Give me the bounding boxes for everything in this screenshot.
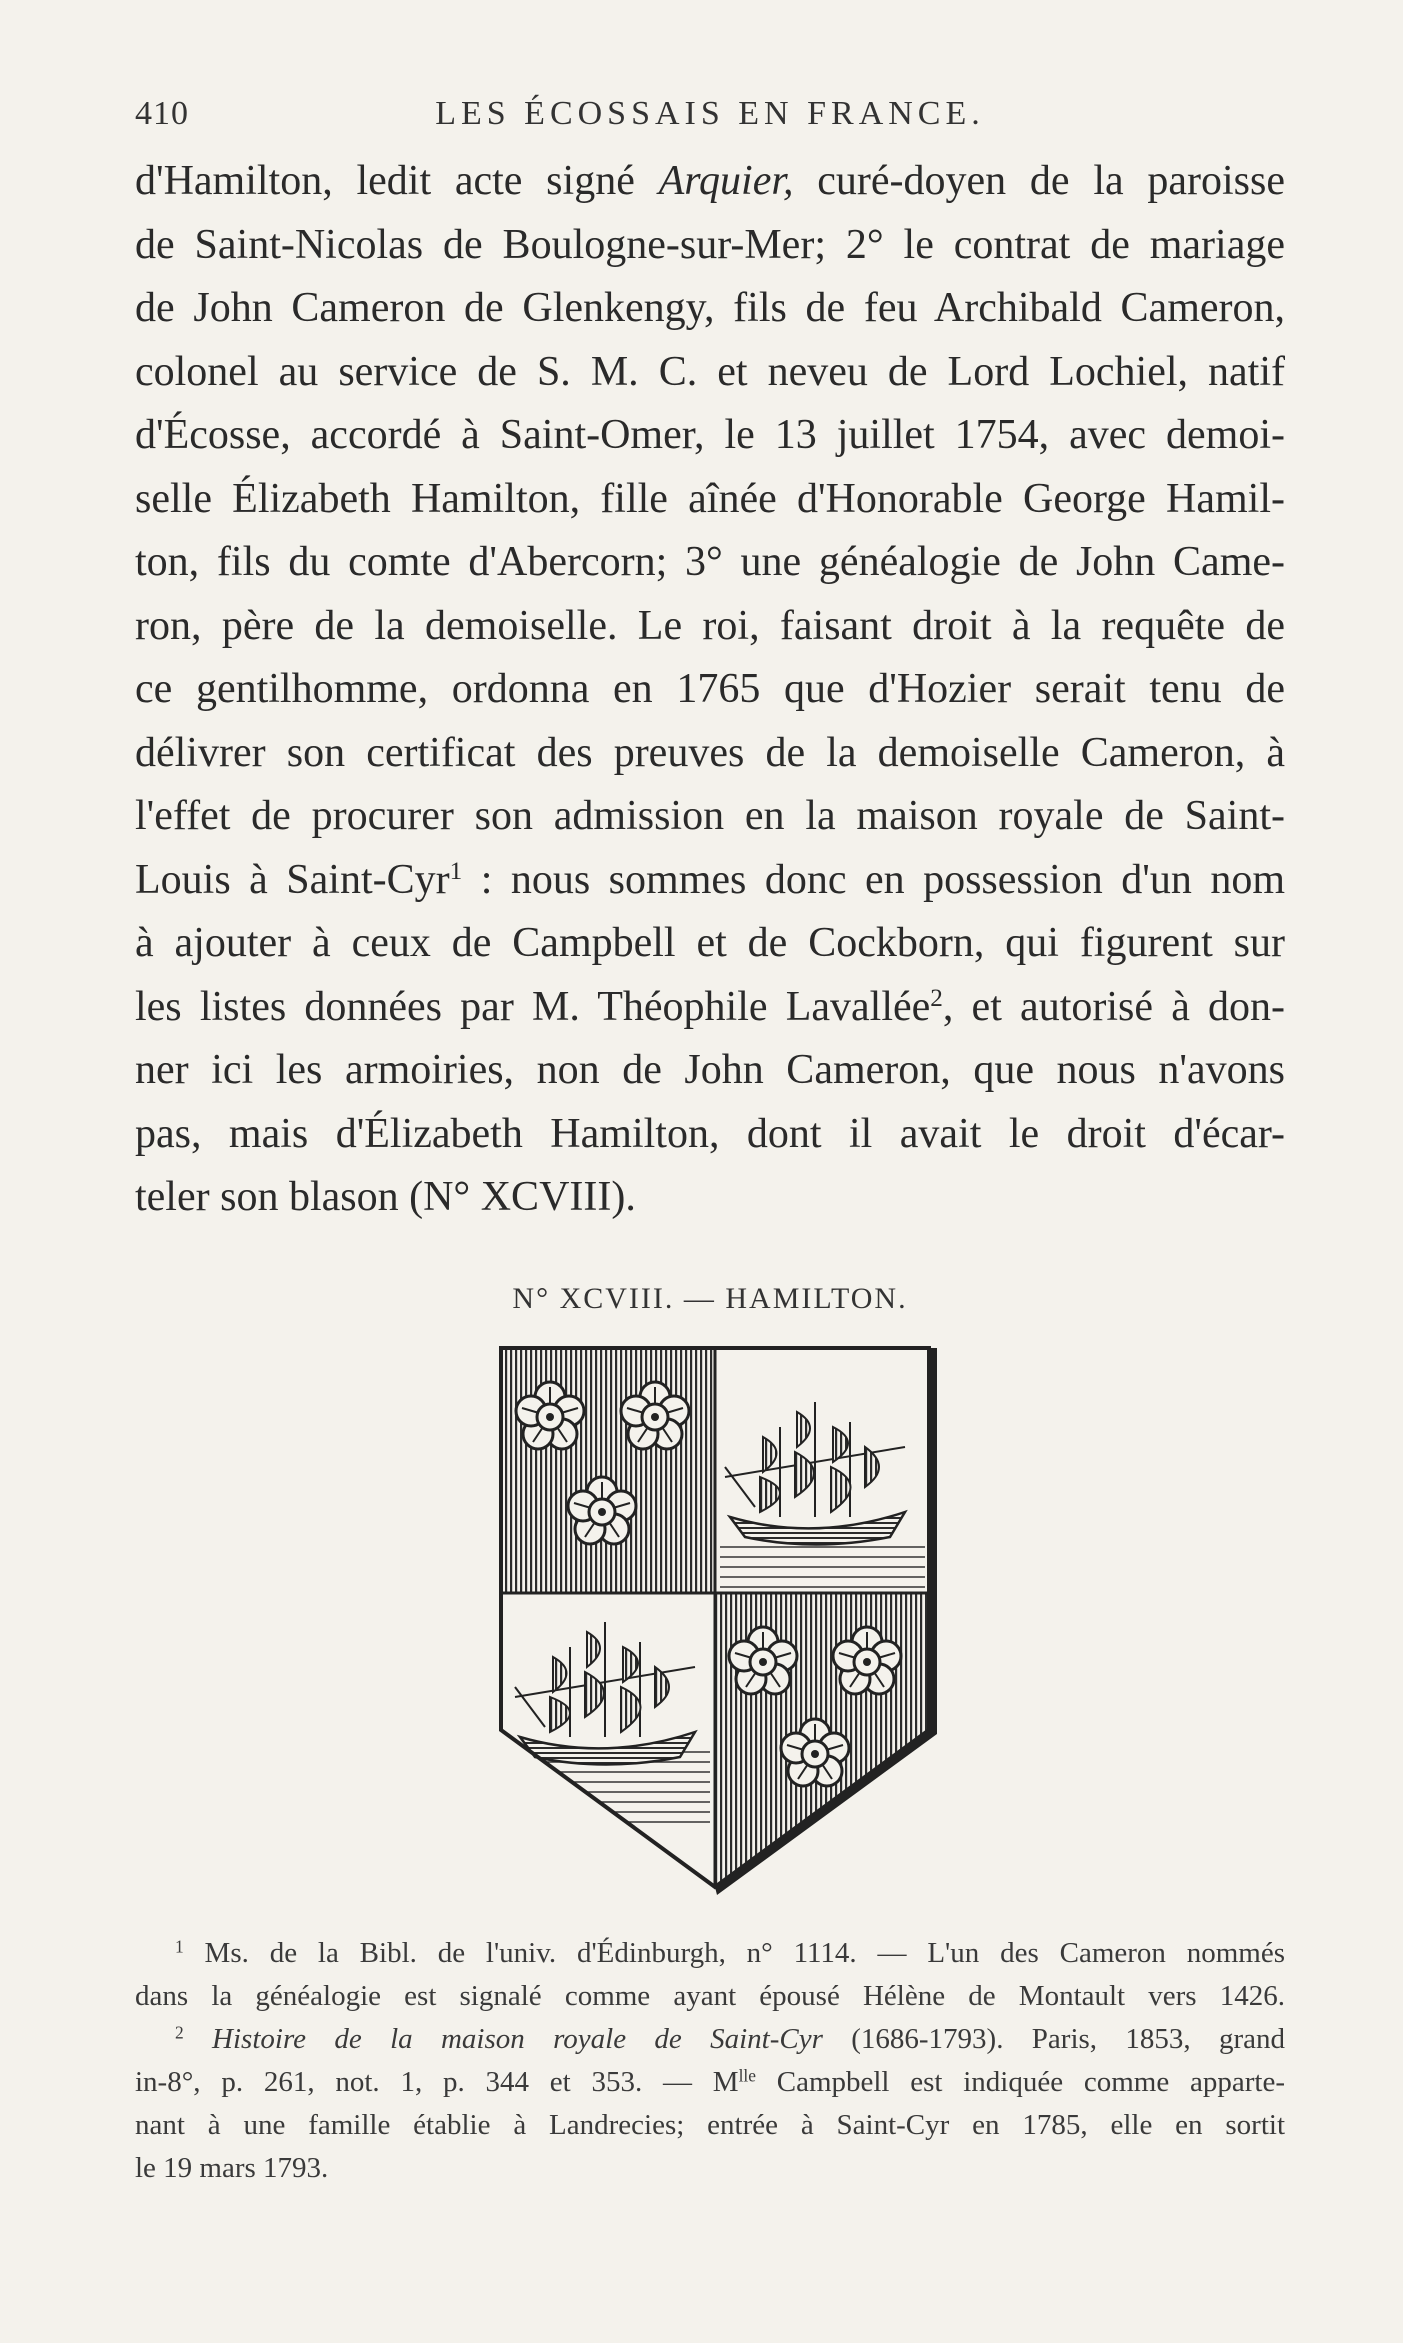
footnotes [135,1932,1285,2190]
text-line: à ajouter à ceux de Campbell et de Cockborn, qui figurent sur [135,920,1285,966]
footnote-2-title: Histoire de la maison royale de Saint-Cyr [212,2023,823,2055]
text-line: délivrer son certificat des preuves de la demoiselle Cameron, à [135,729,1285,776]
text-line: ron, père de la demoiselle. Le roi, faisant droit à la requête de [135,602,1285,649]
text-line: l'effet de procurer son admission en la maison royale de Saint- [135,793,1285,839]
text-line: ce gentilhomme, ordonna en 1765 que d'Hozier serait tenu de [135,666,1285,712]
coat-of-arms-icon [495,1342,940,1897]
footnote-2-line: $^2$ Histoire de la maison royale de Saint-Cyr (1686-1793). Paris, 1853, grand [175,2022,1285,2055]
footnote-ref: 1 [449,857,463,885]
footnote-2-line: le 19 mars 1793. [135,2152,329,2184]
footnote-2-marker: 2 [175,2022,184,2043]
text-line: colonel au service de S. M. C. et neveu de Lord Lochiel, natif [135,348,1285,395]
text-line: ton, fils du comte d'Abercorn; 3° une généalogie de John Came- [135,539,1285,585]
text-line: d'Écosse, accordé à Saint-Omer, le 13 juillet 1754, avec demoi- [135,412,1285,458]
footnote-1-marker: 1 [175,1936,184,1957]
text-line: pas, mais d'Élizabeth Hamilton, dont il avait le droit d'écar- [135,1110,1285,1157]
footnote-ref: 2 [930,984,943,1012]
text-line: de Saint-Nicolas de Boulogne-sur-Mer; 2° le contrat de mariage [135,221,1285,268]
text-line: de John Cameron de Glenkengy, fils de feu Archibald Cameron, [135,285,1285,331]
footnote-2-line: nant à une famille établie à Landrecies; entrée à Saint-Cyr en 1785, elle en sortit [135,2109,1285,2141]
page-number: 410 [135,95,189,132]
text-line: d'Hamilton, ledit acte signé Arquier, curé-doyen de la paroisse [135,158,1285,204]
footnote-1-line: $^1$ Ms. de la Bibl. de l'univ. d'Édinburgh, n° 1114. — L'un des Cameron nommés [175,1936,1285,1969]
figure-caption: N° XCVIII. — HAMILTON. [512,1282,908,1315]
footnote-1-line: dans la généalogie est signalé comme ayant épousé Hélène de Montault vers 1426. [135,1980,1285,2012]
main-paragraph [135,150,1285,1230]
text-line: selle Élizabeth Hamilton, fille aînée d'Honorable George Hamil- [135,475,1285,522]
running-title: LES ÉCOSSAIS EN FRANCE. [435,95,985,132]
text-line: teler son blason (N° XCVIII). [135,1174,636,1220]
footnote-2-line: in-8°, p. 261, not. 1, p. 344 et 353. — $M^{lle}$ Campbell est indiquée comme apparte- [135,2065,1285,2098]
text-line: Louis à Saint-Cyr$^1$ : nous sommes donc en possession d'un nom [135,856,1285,903]
text-line: ner ici les armoiries, non de John Cameron, que nous n'avons [135,1047,1285,1093]
text-line: les listes données par M. Théophile Lavallée$^2$, et autorisé à don- [135,983,1285,1030]
